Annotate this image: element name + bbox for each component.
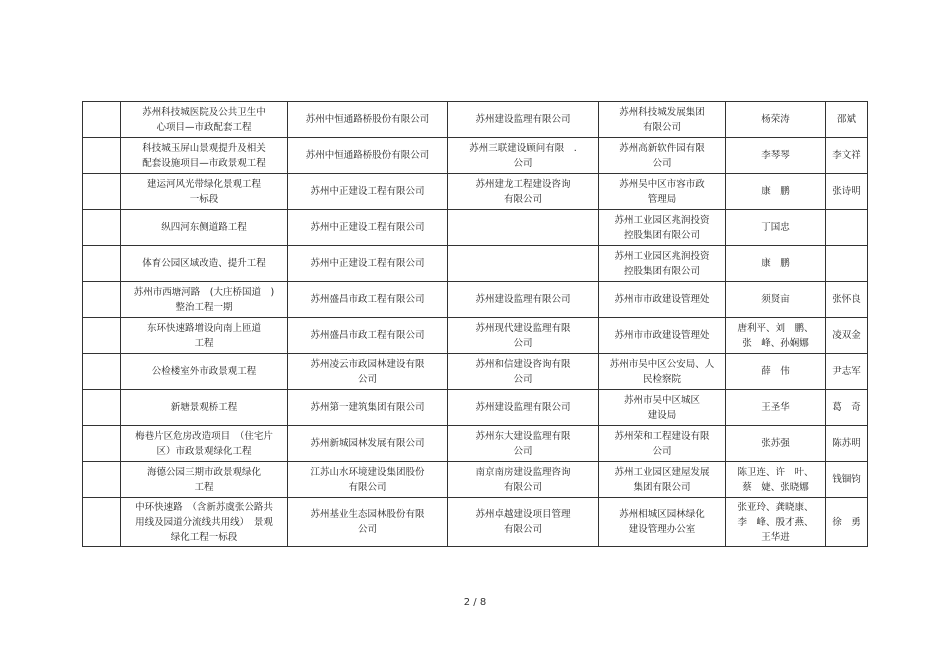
project-name-cell: 苏州科技城医院及公共卫生中 心项目—市政配套工程 (121, 102, 288, 138)
supervisor-cell: 苏州建设监理有限公司 (448, 282, 599, 318)
contractor-cell: 苏州新城园林发展有限公司 (288, 426, 448, 462)
table-row (83, 138, 868, 174)
table-row (83, 390, 868, 426)
engineer-cell: 陈苏明 (826, 426, 868, 462)
contractor-cell: 苏州第一建筑集团有限公司 (288, 390, 448, 426)
owner-cell: 苏州市市政建设管理处 (599, 282, 726, 318)
manager-cell: 薛 伟 (726, 354, 826, 390)
owner-cell: 苏州工业园区建屋发展 集团有限公司 (599, 462, 726, 498)
index-cell (83, 174, 121, 210)
engineer-cell: 邵斌 (826, 102, 868, 138)
project-name-cell: 东环快速路增设向南上匝道 工程 (121, 318, 288, 354)
project-name-cell: 建运河风光带绿化景观工程 一标段 (121, 174, 288, 210)
contractor-cell: 苏州凌云市政园林建设有限 公司 (288, 354, 448, 390)
index-cell (83, 282, 121, 318)
manager-cell: 王圣华 (726, 390, 826, 426)
project-name-cell: 公检楼室外市政景观工程 (121, 354, 288, 390)
manager-cell: 康 鹏 (726, 174, 826, 210)
owner-cell: 苏州市市政建设管理处 (599, 318, 726, 354)
manager-cell: 张苏强 (726, 426, 826, 462)
owner-cell: 苏州荣和工程建设有限 公司 (599, 426, 726, 462)
contractor-cell: 苏州中恒通路桥股份有限公司 (288, 138, 448, 174)
engineer-cell: 葛 奇 (826, 390, 868, 426)
index-cell (83, 138, 121, 174)
engineer-cell (826, 246, 868, 282)
manager-cell: 张亚玲、龚晓康、 李 峰、殷才燕、 王华进 (726, 498, 826, 547)
table-row (83, 426, 868, 462)
table-row (83, 210, 868, 246)
index-cell (83, 462, 121, 498)
contractor-cell: 苏州基业生态园林股份有限 公司 (288, 498, 448, 547)
supervisor-cell (448, 210, 599, 246)
project-name-cell: 海德公园三期市政景观绿化 工程 (121, 462, 288, 498)
project-table (82, 101, 868, 547)
project-name-cell: 纵四河东侧道路工程 (121, 210, 288, 246)
manager-cell: 须贤亩 (726, 282, 826, 318)
supervisor-cell: 南京南房建设监理咨询 有限公司 (448, 462, 599, 498)
index-cell (83, 102, 121, 138)
engineer-cell (826, 210, 868, 246)
engineer-cell: 张怀良 (826, 282, 868, 318)
page-number: 2 / 8 (463, 597, 487, 608)
supervisor-cell: 苏州和信建设咨询有限 公司 (448, 354, 599, 390)
owner-cell: 苏州吴中区市容市政 管理局 (599, 174, 726, 210)
table-row (83, 282, 868, 318)
contractor-cell: 苏州盛昌市政工程有限公司 (288, 282, 448, 318)
supervisor-cell: 苏州卓越建设项目管理 有限公司 (448, 498, 599, 547)
owner-cell: 苏州工业园区兆润投资 控股集团有限公司 (599, 210, 726, 246)
table-row (83, 462, 868, 498)
supervisor-cell: 苏州三联建设顾问有限 . 公司 (448, 138, 599, 174)
table-row (83, 354, 868, 390)
owner-cell: 苏州高新软件园有限 公司 (599, 138, 726, 174)
project-name-cell: 科技城玉屏山景观提升及相关 配套设施项目—市政景观工程 (121, 138, 288, 174)
engineer-cell: 凌双金 (826, 318, 868, 354)
contractor-cell: 苏州中正建设工程有限公司 (288, 174, 448, 210)
manager-cell: 丁国忠 (726, 210, 826, 246)
engineer-cell: 尹志军 (826, 354, 868, 390)
contractor-cell: 苏州中正建设工程有限公司 (288, 210, 448, 246)
supervisor-cell (448, 246, 599, 282)
table-row (83, 498, 868, 547)
contractor-cell: 苏州中恒通路桥股份有限公司 (288, 102, 448, 138)
contractor-cell: 苏州中正建设工程有限公司 (288, 246, 448, 282)
project-name-cell: 新塘景观桥工程 (121, 390, 288, 426)
engineer-cell: 钱锢钧 (826, 462, 868, 498)
engineer-cell: 徐 勇 (826, 498, 868, 547)
manager-cell: 陈卫连、许 叶、 蔡 婕、张晓娜 (726, 462, 826, 498)
manager-cell: 唐利平、刘 鹏、 张 峰、孙娴娜 (726, 318, 826, 354)
supervisor-cell: 苏州东大建设监理有限 公司 (448, 426, 599, 462)
owner-cell: 苏州市吴中区城区 建设局 (599, 390, 726, 426)
table-body (83, 102, 868, 547)
index-cell (83, 246, 121, 282)
supervisor-cell: 苏州建设监理有限公司 (448, 390, 599, 426)
index-cell (83, 390, 121, 426)
project-name-cell: 中环快速路 （含新苏虞张公路共 用线及园道分流线共用线） 景观 绿化工程一标段 (121, 498, 288, 547)
supervisor-cell: 苏州建设监理有限公司 (448, 102, 599, 138)
table-row (83, 102, 868, 138)
owner-cell: 苏州市吴中区公安局、人 民检察院 (599, 354, 726, 390)
index-cell (83, 426, 121, 462)
table-row (83, 318, 868, 354)
project-name-cell: 梅巷片区危房改造项目 （住宅片 区）市政景观绿化工程 (121, 426, 288, 462)
index-cell (83, 498, 121, 547)
manager-cell: 李琴琴 (726, 138, 826, 174)
table-row (83, 174, 868, 210)
table-row (83, 246, 868, 282)
index-cell (83, 354, 121, 390)
manager-cell: 康 鹏 (726, 246, 826, 282)
contractor-cell: 苏州盛昌市政工程有限公司 (288, 318, 448, 354)
engineer-cell: 张诗明 (826, 174, 868, 210)
project-name-cell: 体育公园区域改造、提升工程 (121, 246, 288, 282)
manager-cell: 杨荣涛 (726, 102, 826, 138)
owner-cell: 苏州科技城发展集团 有限公司 (599, 102, 726, 138)
index-cell (83, 210, 121, 246)
supervisor-cell: 苏州建龙工程建设咨询 有限公司 (448, 174, 599, 210)
index-cell (83, 318, 121, 354)
project-name-cell: 苏州市西塘河路 (大庄桥国道 ) 整治工程一期 (121, 282, 288, 318)
contractor-cell: 江苏山水环境建设集团股份 有限公司 (288, 462, 448, 498)
owner-cell: 苏州工业园区兆润投资 控股集团有限公司 (599, 246, 726, 282)
owner-cell: 苏州相城区园林绿化 建设管理办公室 (599, 498, 726, 547)
engineer-cell: 李文祥 (826, 138, 868, 174)
supervisor-cell: 苏州现代建设监理有限 公司 (448, 318, 599, 354)
